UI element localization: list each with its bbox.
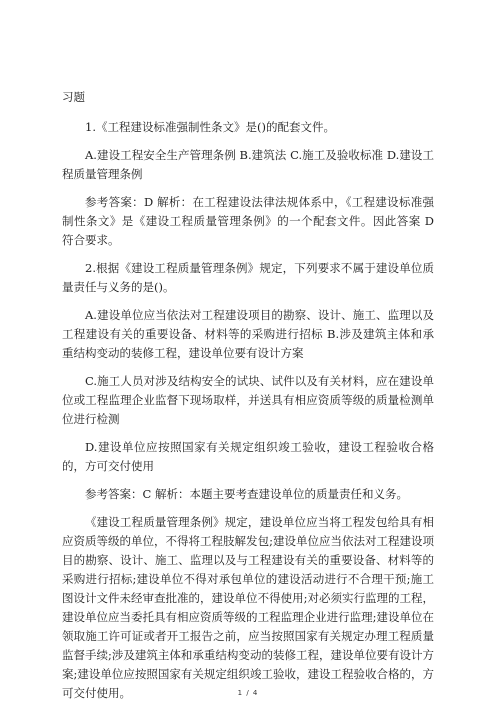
question-1: 1.《工程建设标准强制性条文》是()的配套文件。 [85, 120, 335, 134]
question-1-options: A.建设工程安全生产管理条例 B.建筑法 C.施工及验收标准 D.建设工程质量管理条例 [62, 148, 434, 181]
question-2-explanation: 《建设工程质量管理条例》规定，建设单位应当将工程发包给具有相应资质等级的单位，不得将工程肢解发包;建设单位应当依法对工程建设项目的勘察、设计、施工、监理以及与工程建设有关的重要设备、材料等的采购进行招标;建设单位不得对承包单位的建设活动进行不合理干预;施工图设计文件未经审查批准的，建设单位不得使用;对必须实行监理的工程，建设单位应当委托具有相应资质等级的工程监理企业进行监理;建设单位在领取施工许可证或者开工报告之前，应当按照国家有关规定办理工程质量监督手续;涉及建筑主体和承重结构变动的装修工程，建设单位要有设计方案;建设单位应按照国家有关规定组织竣工验收，建设工程验收合格的，方可交付使用。 [62, 515, 434, 700]
question-1-answer: 参考答案：D 解析：在工程建设法律法规体系中，《工程建设标准强制性条文》是《建设工程质量管理条例》的一个配套文件。因此答案 D 符合要求。 [62, 195, 434, 247]
question-2-options-ab: A.建设单位应当依法对工程建设项目的勘察、设计、施工、监理以及工程建设有关的重要设备、材料等的采购进行招标 B.涉及建筑主体和承重结构变动的装修工程，建设单位要有设计方案 [62, 308, 434, 360]
section-heading: 习题 [62, 90, 85, 104]
question-2: 2.根据《建设工程质量管理条例》规定，下列要求不属于建设单位质量责任与义务的是()。 [62, 261, 434, 294]
question-2-option-c: C.施工人员对涉及结构安全的试块、试件以及有关材料，应在建设单位或工程监理企业监督下现场取样，并送具有相应资质等级的质量检测单位进行检测 [62, 374, 434, 426]
question-2-option-d: D.建设单位应按照国家有关规定组织竣工验收，建设工程验收合格的，方可交付使用 [62, 440, 434, 473]
question-2-answer: 参考答案：C 解析：本题主要考查建设单位的质量责任和义务。 [85, 487, 408, 501]
page-indicator: 1 / 4 [237, 689, 259, 697]
